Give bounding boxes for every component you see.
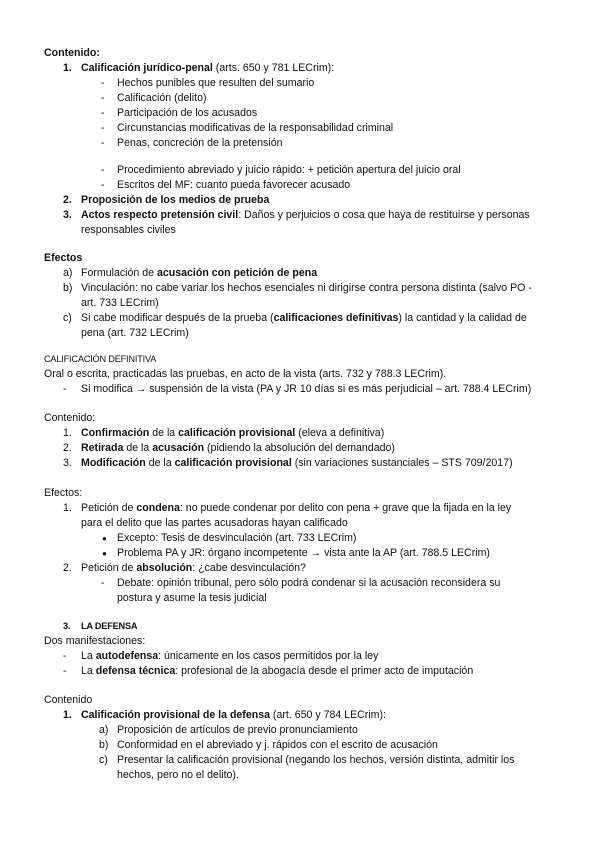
text-run: La <box>81 650 96 662</box>
item-rest: (art. 650 y 784 LECrim): <box>269 709 386 721</box>
dash-marker: - <box>63 665 67 677</box>
text-bold: absolución <box>136 562 193 574</box>
text-bold: calificación provisional <box>178 427 296 439</box>
contenido-heading: Contenido: <box>44 412 96 424</box>
text-run: Petición de <box>81 502 137 514</box>
item-rest: : Daños y perjuicios o cosa que haya de restituirse y personas <box>238 209 530 221</box>
list-item: Participación de los acusados <box>117 107 258 119</box>
item-label: b) <box>99 739 109 751</box>
text-run: de la <box>149 427 179 439</box>
bullet-dot-icon: ● <box>102 549 107 558</box>
text-run: : ¿cabe desvinculación? <box>192 562 306 574</box>
list-item-text <box>81 208 530 223</box>
bullet-dot-icon: ● <box>102 534 107 543</box>
list-item: Debate: opinión tribunal, pero sólo podrá condenar si la acusación reconsidera su <box>117 577 501 589</box>
contenido-heading: Contenido <box>44 694 93 706</box>
item-number: 1. <box>63 427 72 439</box>
list-item-text <box>81 561 306 576</box>
list-item-continuation: para el delito que las partes acusadoras hayan calificado <box>81 517 348 529</box>
text-run: de la <box>145 457 175 469</box>
dash-marker: - <box>101 122 105 134</box>
item-number: 2. <box>63 442 72 454</box>
text-run: : únicamente en los casos permitidos por la ley <box>158 650 379 662</box>
list-item-text: Vinculación: no cabe variar los hechos esenciales ni dirigirse contra persona distinta (salvo PO - <box>81 282 532 294</box>
list-item: Problema PA y JR: órgano incompetente → vista ante la AP (art. 788.5 LECrim) <box>117 547 490 559</box>
text-bold: acusación <box>152 442 205 454</box>
item-number: 1. <box>63 62 72 74</box>
text-bold: Modificación <box>81 457 146 469</box>
dash-marker: - <box>101 107 105 119</box>
item-title: Calificación provisional de la defensa <box>81 709 270 721</box>
list-item-text <box>81 426 384 441</box>
list-item-text <box>81 664 473 679</box>
item-label: c) <box>99 754 108 766</box>
item-title: Proposición de los medios de prueba <box>81 194 270 206</box>
list-item-text <box>81 266 317 281</box>
item-number: 3. <box>63 209 72 221</box>
list-item-continuation: postura y asume la tesis judicial <box>117 592 267 604</box>
item-label: b) <box>63 282 73 294</box>
item-number: 2. <box>63 562 72 574</box>
dash-marker: - <box>101 77 105 89</box>
dash-marker: - <box>101 577 105 589</box>
text-run: ) la cantidad y la calidad de <box>398 312 527 324</box>
text-bold: autodefensa <box>95 650 159 662</box>
item-label: c) <box>63 312 72 324</box>
text-run: Si cabe modificar después de la prueba ( <box>81 312 274 324</box>
text-bold: Retirada <box>81 442 124 454</box>
list-item: Hechos punibles que resulten del sumario <box>117 77 315 89</box>
paragraph: Oral o escrita, practicadas las pruebas, en acto de la vista (arts. 732 y 788.3 LECrim). <box>44 368 447 380</box>
text-bold: calificación provisional <box>174 457 292 469</box>
list-item-continuation: pena (art. 732 LECrim) <box>81 327 189 339</box>
dash-marker: - <box>63 383 67 395</box>
list-item <box>63 61 72 76</box>
list-item-continuation: responsables civiles <box>81 224 176 236</box>
dash-marker: - <box>101 164 105 176</box>
text-run: Petición de <box>81 562 137 574</box>
list-item-continuation: art. 733 LECrim) <box>81 297 159 309</box>
text-run: Formulación de <box>81 267 157 279</box>
item-label: a) <box>99 724 109 736</box>
item-label: a) <box>63 267 73 279</box>
list-item-text <box>81 61 334 76</box>
list-item: Conformidad en el abreviado y j. rápidos con el escrito de acusación <box>117 739 438 751</box>
item-number: 1. <box>63 502 72 514</box>
efectos-heading: Efectos: <box>44 487 83 499</box>
item-rest: (arts. 650 y 781 LECrim): <box>212 62 335 74</box>
text-run: La <box>81 665 96 677</box>
paragraph: Dos manifestaciones: <box>44 635 146 647</box>
item-title: Calificación jurídico-penal <box>81 62 213 74</box>
text-bold: calificaciones definitivas <box>273 312 399 324</box>
text-run: (pidiendo la absolución del demandado) <box>204 442 395 454</box>
list-item: Penas, concreción de la pretensión <box>117 137 283 149</box>
list-item: Presentar la calificación provisional (negando los hechos, versión distinta, admitir los <box>117 754 515 766</box>
efectos-heading: Efectos <box>44 252 83 264</box>
list-item-text <box>81 456 513 471</box>
text-run: de la <box>123 442 153 454</box>
dash-marker: - <box>101 92 105 104</box>
text-bold: condena <box>136 502 180 514</box>
list-item: Proposición de artículos de previo pronunciamiento <box>117 724 358 736</box>
text-run: (eleva a definitiva) <box>295 427 385 439</box>
section-heading: LA DEFENSA <box>81 621 138 631</box>
list-item: Circunstancias modificativas de la responsabilidad criminal <box>117 122 394 134</box>
list-item: Procedimiento abreviado y juicio rápido: + petición apertura del juicio oral <box>117 164 461 176</box>
text-bold: defensa técnica <box>95 665 176 677</box>
list-item-text <box>81 649 378 664</box>
dash-marker: - <box>63 650 67 662</box>
item-number: 2. <box>63 194 72 206</box>
list-item: Si modifica → suspensión de la vista (PA y JR 10 días si es más perjudicial – art. 788.4 LECrim) <box>81 383 532 395</box>
list-item-text <box>81 708 386 723</box>
list-item: Excepto: Tesis de desvinculación (art. 733 LECrim) <box>117 532 357 544</box>
item-number: 3. <box>63 457 72 469</box>
list-item: Escritos del MF: cuanto pueda favorecer acusado <box>117 179 351 191</box>
item-title: Actos respecto pretensión civil <box>81 209 239 221</box>
dash-marker: - <box>101 179 105 191</box>
text-run: : no puede condenar por delito con pena + grave que la fijada en la ley <box>179 502 512 514</box>
text-run: : profesional de la abogacía desde el primer acto de imputación <box>175 665 474 677</box>
contenido-heading: Contenido: <box>44 47 100 59</box>
dash-marker: - <box>101 137 105 149</box>
section-heading: CALIFICACIÓN DEFINITIVA <box>44 354 157 364</box>
list-item-text <box>81 311 527 326</box>
list-item-text <box>81 501 511 516</box>
text-bold: Confirmación <box>81 427 150 439</box>
list-item-continuation: hechos, pero no el delito). <box>117 769 239 781</box>
text-bold: acusación con petición de pena <box>156 267 318 279</box>
section-number: 3. <box>63 621 71 631</box>
list-item: Calificación (delito) <box>117 92 207 104</box>
list-item-text <box>81 441 395 456</box>
text-run: (sin variaciones sustanciales – STS 709/2017) <box>291 457 513 469</box>
item-number: 1. <box>63 709 72 721</box>
